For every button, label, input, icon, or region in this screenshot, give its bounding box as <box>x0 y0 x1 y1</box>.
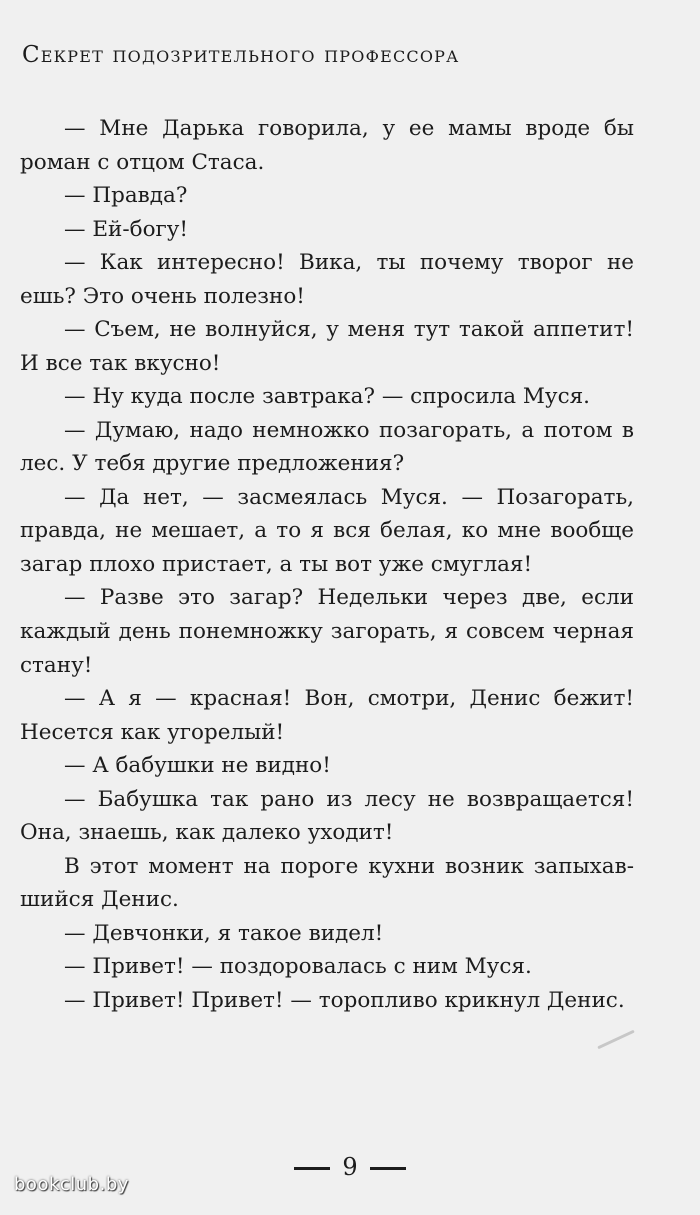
paragraph: — Разве это загар? Недельки через две, если каждый день понемножку загорать, я совсем черная стану! <box>20 585 634 678</box>
paragraph: — Привет! — поздоровалась с ним Муся. <box>64 954 532 980</box>
paragraph: — Привет! Привет! — торопливо крикнул Денис. <box>64 987 625 1013</box>
paragraph: — Ей-богу! <box>64 216 189 242</box>
paragraph: — Как интересно! Вика, ты почему творог не ешь? Это очень полезно! <box>20 250 634 309</box>
page-number: 9 <box>342 1153 358 1181</box>
paragraph: — А бабушки не видно! <box>64 753 331 779</box>
dash-right-ornament <box>370 1167 406 1170</box>
paragraph: — Съем, не волнуйся, у меня тут такой аппетит! И все так вкусно! <box>20 317 634 376</box>
paragraph: В этот момент на пороге кухни возник запыхавшийся Денис. <box>20 853 634 913</box>
paragraph: — Да нет, — засмеялась Муся. — Позагорать, правда, не мешает, а то я вся белая, ко мне вообще загар плохо пристает, а ты вот уже смуглая! <box>20 484 634 577</box>
paragraph: — Правда? <box>64 183 188 209</box>
paragraph: — А я — красная! Вон, смотри, Денис бежит! Несется как угорелый! <box>20 686 634 745</box>
paragraph: — Бабушка так рано из лесу не возвращается! Она, знаешь, как далеко уходит! <box>20 786 634 846</box>
pencil-mark <box>597 1030 635 1050</box>
running-header: Секрет подозрительного профессора <box>22 42 460 68</box>
paragraph: — Мне Дарька говорила, у ее мамы вроде бы роман с отцом Стаса. <box>20 116 634 175</box>
paragraph: — Девчонки, я такое видел! <box>64 920 384 946</box>
body-text <box>20 112 634 1017</box>
paragraph: — Думаю, надо немножко позагорать, а потом в лес. У тебя другие предложения? <box>20 417 634 477</box>
paragraph: — Ну куда после завтрака? — спросила Муся. <box>64 384 591 410</box>
dash-left-ornament <box>294 1167 330 1170</box>
watermark: bookclub.by <box>14 1174 129 1195</box>
